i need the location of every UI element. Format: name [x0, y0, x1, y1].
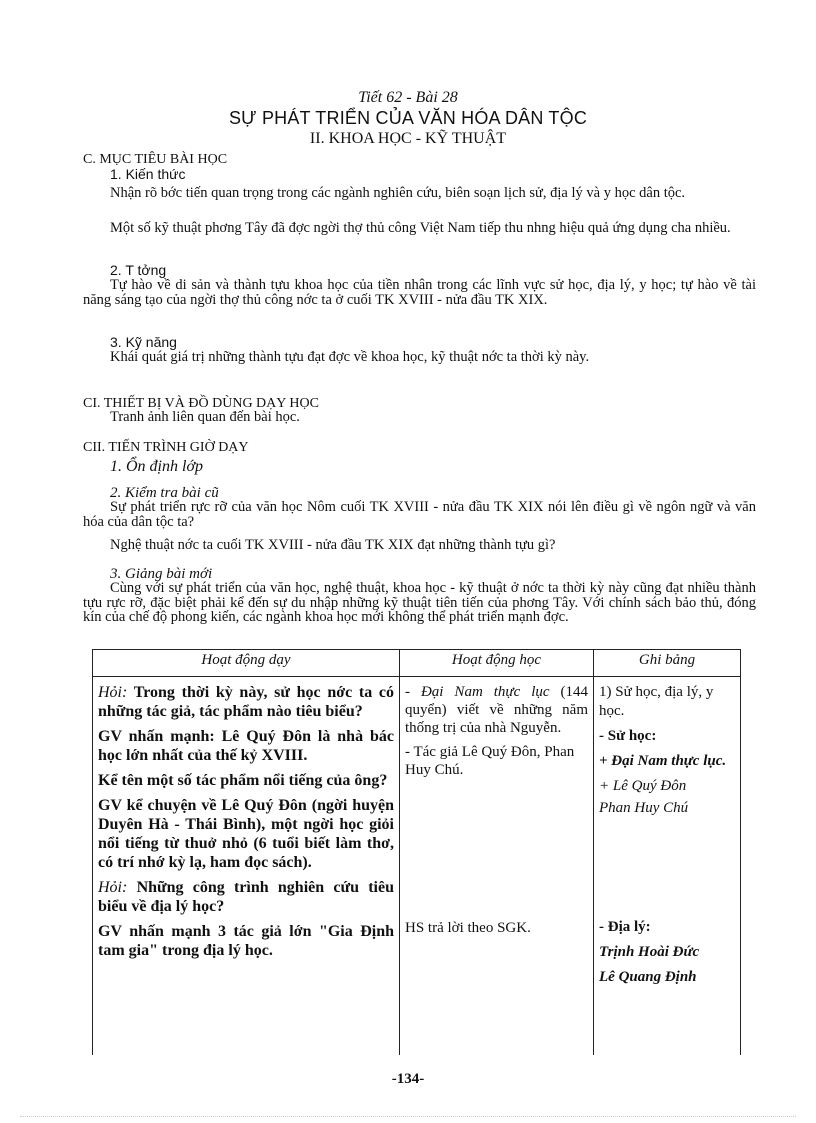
header-learning-activity: Hoạt động học — [400, 650, 594, 677]
note-dai-nam: + Đại Nam thực lục. — [599, 753, 727, 769]
teacher-story: GV kể chuyện về Lê Quý Đôn (ngời huyện Duyên Hà - Thái Bình), một ngời học giỏi nổi tiếng từ thuở nhỏ (6 tuổi biết làm thơ, có trí nhớ kỳ lạ, ham đọc sách). — [98, 797, 394, 871]
answer-1 — [405, 683, 588, 737]
lesson-subtitle: II. KHOA HỌC - KỸ THUẬT — [309, 130, 507, 147]
step-2-heading: 2. Kiểm tra bài cũ — [110, 485, 219, 501]
lesson-number: Tiết 62 - Bài 28 — [358, 89, 458, 106]
header-teaching-activity: Hoạt động dạy — [93, 650, 400, 677]
table-row — [93, 677, 741, 1056]
page-bottom-rule — [20, 1116, 796, 1118]
lesson-title: SỰ PHÁT TRIỂN CỦA VĂN HÓA DÂN TỘC — [228, 108, 588, 128]
note-history: - Sử học: — [599, 728, 657, 744]
teacher-question-1 — [98, 683, 394, 721]
step-3-paragraph: Cùng với sự phát triển của văn học, nghệ thuật, khoa học - kỹ thuật ở nớc ta thời kỳ này cũng đạt nhiều thành tựu rực rỡ, đặc biệt phải kể đến sự du nhập những kỹ thuật tiên tiến của phơng Tây. Với chính sách bảo thủ, đóng kín của chế độ phong kiến, các ngành khoa học mới không thể phát triển mạnh đợc. — [83, 580, 756, 625]
step-1-heading: 1. Ổn định lớp — [110, 458, 203, 475]
note-author-2: Phan Huy Chú — [599, 800, 689, 816]
note-geography: - Địa lý: — [599, 919, 651, 935]
skill-heading: 3. Kỹ năng — [110, 334, 177, 350]
page-number: -134- — [391, 1071, 425, 1087]
step-2-question-2: Nghệ thuật nớc ta cuối TK XVIII - nửa đầu TK XIX đạt những thành tựu gì? — [110, 537, 556, 553]
step-2-question-1: Sự phát triển rực rỡ của văn học Nôm cuối TK XVIII - nửa đầu TK XIX nói lên điều gì về ngôn ngữ và văn hóa của dân tộc ta? — [83, 499, 756, 530]
question-prefix: Hỏi: — [98, 879, 128, 896]
question-1-text: Trong thời kỳ này, sử học nớc ta có những tác giả, tác phẩm nào tiêu biểu? — [98, 684, 394, 720]
teacher-emphasis-1: GV nhấn mạnh: Lê Quý Đôn là nhà bác học lớn nhất của thế kỷ XVIII. — [98, 728, 394, 764]
thought-paragraph: Tự hào về di sản và thành tựu khoa học của tiền nhân trong các lĩnh vực sử học, địa lý, y học; tự hào về tài năng sáng tạo của ngời thợ thủ công nớc ta ở cuối TK XVIII - nửa đầu TK XIX. — [83, 277, 756, 308]
teacher-question-works: Kể tên một số tác phẩm nổi tiếng của ông? — [98, 772, 388, 789]
note-1: 1) Sử học, địa lý, y học. — [599, 684, 714, 719]
note-author-1: + Lê Quý Đôn — [599, 778, 687, 794]
answer-1-dash: - — [405, 684, 421, 700]
table-header-row — [93, 650, 741, 677]
question-prefix: Hỏi: — [98, 684, 128, 701]
board-notes-cell — [594, 677, 741, 1056]
teaching-activity-cell — [93, 677, 400, 1056]
note-geographer-1: Trịnh Hoài Đức — [599, 944, 700, 960]
section-cii-heading: CII. TIẾN TRÌNH GIỜ DẠY — [83, 440, 249, 455]
knowledge-heading: 1. Kiến thức — [110, 166, 186, 182]
activity-table — [92, 649, 741, 1055]
knowledge-paragraph-2: Một số kỹ thuật phơng Tây đã đợc ngời thợ thủ công Việt Nam tiếp thu nhng hiệu quả ứng dụng cha nhiều. — [110, 220, 731, 236]
answer-2: - Tác giả Lê Quý Đôn, Phan Huy Chú. — [405, 744, 575, 778]
thought-heading: 2. T tởng — [110, 262, 167, 278]
teacher-question-2 — [98, 878, 394, 916]
skill-paragraph: Khái quát giá trị những thành tựu đạt đợc về khoa học, kỹ thuật nớc ta thời kỳ này. — [110, 349, 590, 365]
section-ci-heading: CI. THIẾT BỊ VÀ ĐỒ DÙNG DẠY HỌC — [83, 396, 319, 411]
answer-3: HS trả lời theo SGK. — [405, 920, 531, 936]
section-c-heading: C. MỤC TIÊU BÀI HỌC — [83, 152, 228, 167]
knowledge-paragraph-1: Nhận rõ bớc tiến quan trọng trong các ngành nghiên cứu, biên soạn lịch sử, địa lý và y học dân tộc. — [110, 185, 686, 201]
step-3-heading: 3. Giảng bài mới — [110, 566, 213, 582]
answer-1-rest: (144 quyển) viết về những năm thống trị của nhà Nguyễn. — [405, 684, 589, 736]
teacher-emphasis-2: GV nhấn mạnh 3 tác giả lớn "Gia Định tam gia" trong địa lý học. — [98, 923, 394, 959]
note-geographer-2: Lê Quang Định — [599, 969, 697, 985]
learning-activity-cell — [400, 677, 594, 1056]
question-2-text: Những công trình nghiên cứu tiêu biểu về địa lý học? — [98, 879, 395, 915]
header-board-notes: Ghi bảng — [594, 650, 741, 677]
answer-1-title: Đại Nam thực lục — [420, 684, 550, 700]
equipment-text: Tranh ảnh liên quan đến bài học. — [110, 409, 300, 425]
